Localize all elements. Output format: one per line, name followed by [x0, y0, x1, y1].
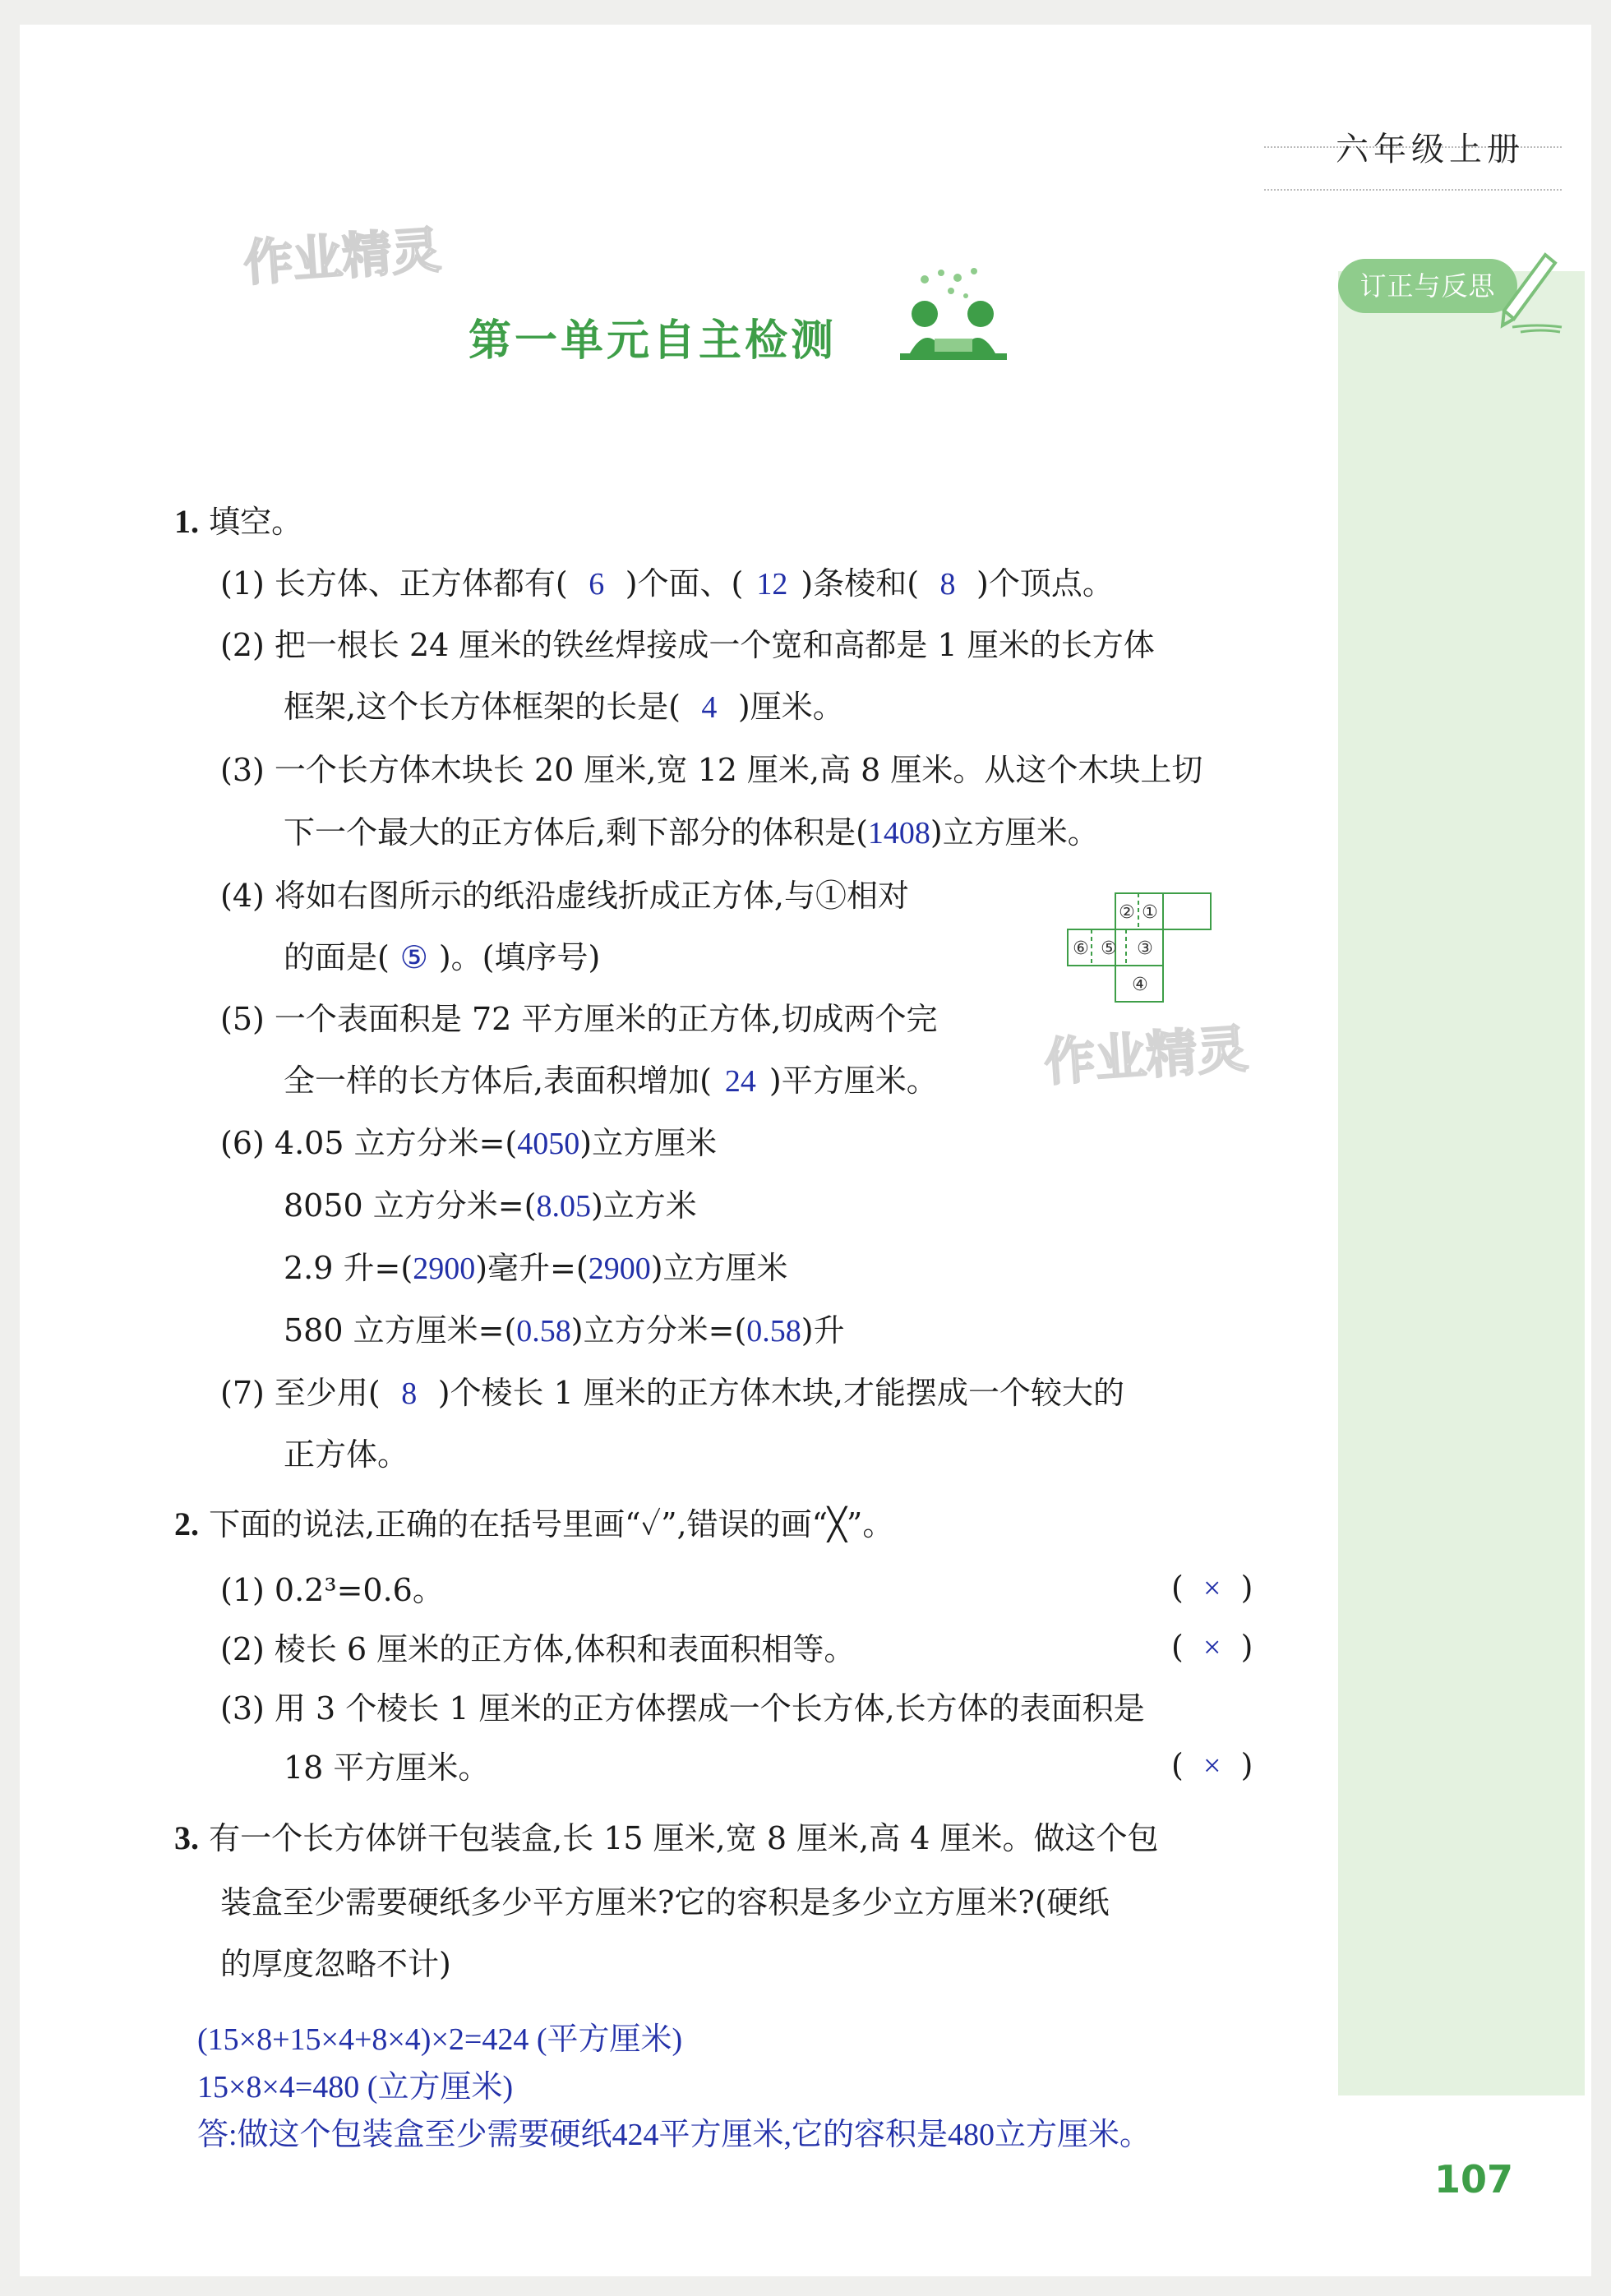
answer-faces: 6 — [589, 567, 605, 602]
watermark: 作业精灵 — [1042, 1018, 1250, 1093]
q1-part5-line1: (5) 一个表面积是 72 平方厘米的正方体,切成两个完 — [220, 1001, 938, 1037]
q1-part6-row4: 580 立方厘米=(0.58)立方分米=(0.58)升 — [284, 1312, 845, 1349]
q1-part7-line2: 正方体。 — [284, 1436, 409, 1473]
page-title: 第一单元自主检测 — [469, 316, 838, 366]
q3-answer: 答:做这个包装盒至少需要硬纸424平方厘米,它的容积是480立方厘米。 — [197, 2118, 1152, 2152]
correction-tab: 订正与反思 — [1338, 259, 1517, 313]
q3-line3: 的厚度忽略不计) — [220, 1946, 451, 1982]
q1-part3-line1: (3) 一个长方体木块长 20 厘米,宽 12 厘米,高 8 厘米。从这个木块上切 — [220, 752, 1203, 788]
answer-edges: 12 — [756, 567, 788, 602]
net-label: ① — [1142, 902, 1158, 923]
q1-part1: (1) 长方体、正方体都有( 6 )个面、( 12 )条棱和( 8 )个顶点。 — [220, 563, 1114, 605]
net-label: ④ — [1132, 975, 1148, 995]
q3-solution-volume: 15×8×4=480 (立方厘米) — [197, 2070, 514, 2105]
q1-part3-line2: 下一个最大的正方体后,剩下部分的体积是(1408)立方厘米。 — [284, 814, 1099, 851]
answer-cube-count: 8 — [401, 1376, 418, 1411]
q1-part6-row1: (6) 4.05 立方分米=(4050)立方厘米 — [220, 1125, 718, 1161]
q1-part7-line1: (7) 至少用( 8 )个棱长 1 厘米的正方体木块,才能摆成一个较大的 — [220, 1372, 1124, 1414]
reading-kids-illustration — [892, 263, 1015, 370]
q1-part6-row3: 2.9 升=(2900)毫升=(2900)立方厘米 — [284, 1250, 788, 1286]
page-number: 107 — [1434, 2157, 1514, 2201]
answer-area-increase: 24 — [724, 1064, 756, 1099]
watermark: 作业精灵 — [242, 221, 443, 293]
q2-item2: (2) 棱长 6 厘米的正方体,体积和表面积相等。 — [220, 1631, 856, 1667]
answer-length: 4 — [701, 690, 718, 725]
net-label: ③ — [1137, 938, 1153, 959]
q1-part5-line2: 全一样的长方体后,表面积增加( 24 )平方厘米。 — [284, 1060, 938, 1102]
answer-vertices: 8 — [939, 567, 956, 602]
pencil-icon — [1496, 245, 1570, 335]
net-label: ⑤ — [1101, 938, 1117, 959]
net-label: ⑥ — [1073, 938, 1089, 959]
q3-line2: 装盒至少需要硬纸多少平方厘米?它的容积是多少立方厘米?(硬纸 — [220, 1884, 1110, 1920]
answer-volume: 1408 — [867, 816, 930, 851]
q1-stem: 1. 填空。 — [174, 503, 303, 540]
q1-part2-line1: (2) 把一根长 24 厘米的铁丝焊接成一个宽和高都是 1 厘米的长方体 — [220, 627, 1155, 663]
q2-item1-mark: ( × ) — [1171, 1570, 1253, 1606]
correction-column — [1338, 271, 1585, 2095]
q3-line1: 3. 有一个长方体饼干包装盒,长 15 厘米,宽 8 厘米,高 4 厘米。做这个包 — [174, 1819, 1159, 1856]
q2-item1: (1) 0.2³=0.6。 — [220, 1572, 444, 1608]
q1-part4-line1: (4) 将如右图所示的纸沿虚线折成正方体,与①相对 — [220, 878, 909, 914]
q2-stem: 2. 下面的说法,正确的在括号里画“✓”,错误的画“╳”。 — [174, 1505, 894, 1542]
q1-part4-line2: 的面是( ⑤ )。(填序号) — [284, 937, 600, 979]
q1-part6-row2: 8050 立方分米=(8.05)立方米 — [284, 1187, 697, 1224]
q1-part2-line2: 框架,这个长方体框架的长是( 4 )厘米。 — [284, 686, 844, 728]
net-label: ② — [1119, 902, 1135, 923]
grade-label: 六年级上册 — [1336, 131, 1525, 168]
answer-opposite-face: ⑤ — [399, 941, 428, 975]
q2-item2-mark: ( × ) — [1171, 1629, 1253, 1665]
q3-solution-area: (15×8+15×4+8×4)×2=424 (平方厘米) — [197, 2022, 683, 2057]
q2-item3-line1: (3) 用 3 个棱长 1 厘米的正方体摆成一个长方体,长方体的表面积是 — [220, 1690, 1145, 1727]
q2-item3-line2: 18 平方厘米。 — [284, 1750, 490, 1786]
q2-item3-mark: ( × ) — [1171, 1747, 1253, 1783]
